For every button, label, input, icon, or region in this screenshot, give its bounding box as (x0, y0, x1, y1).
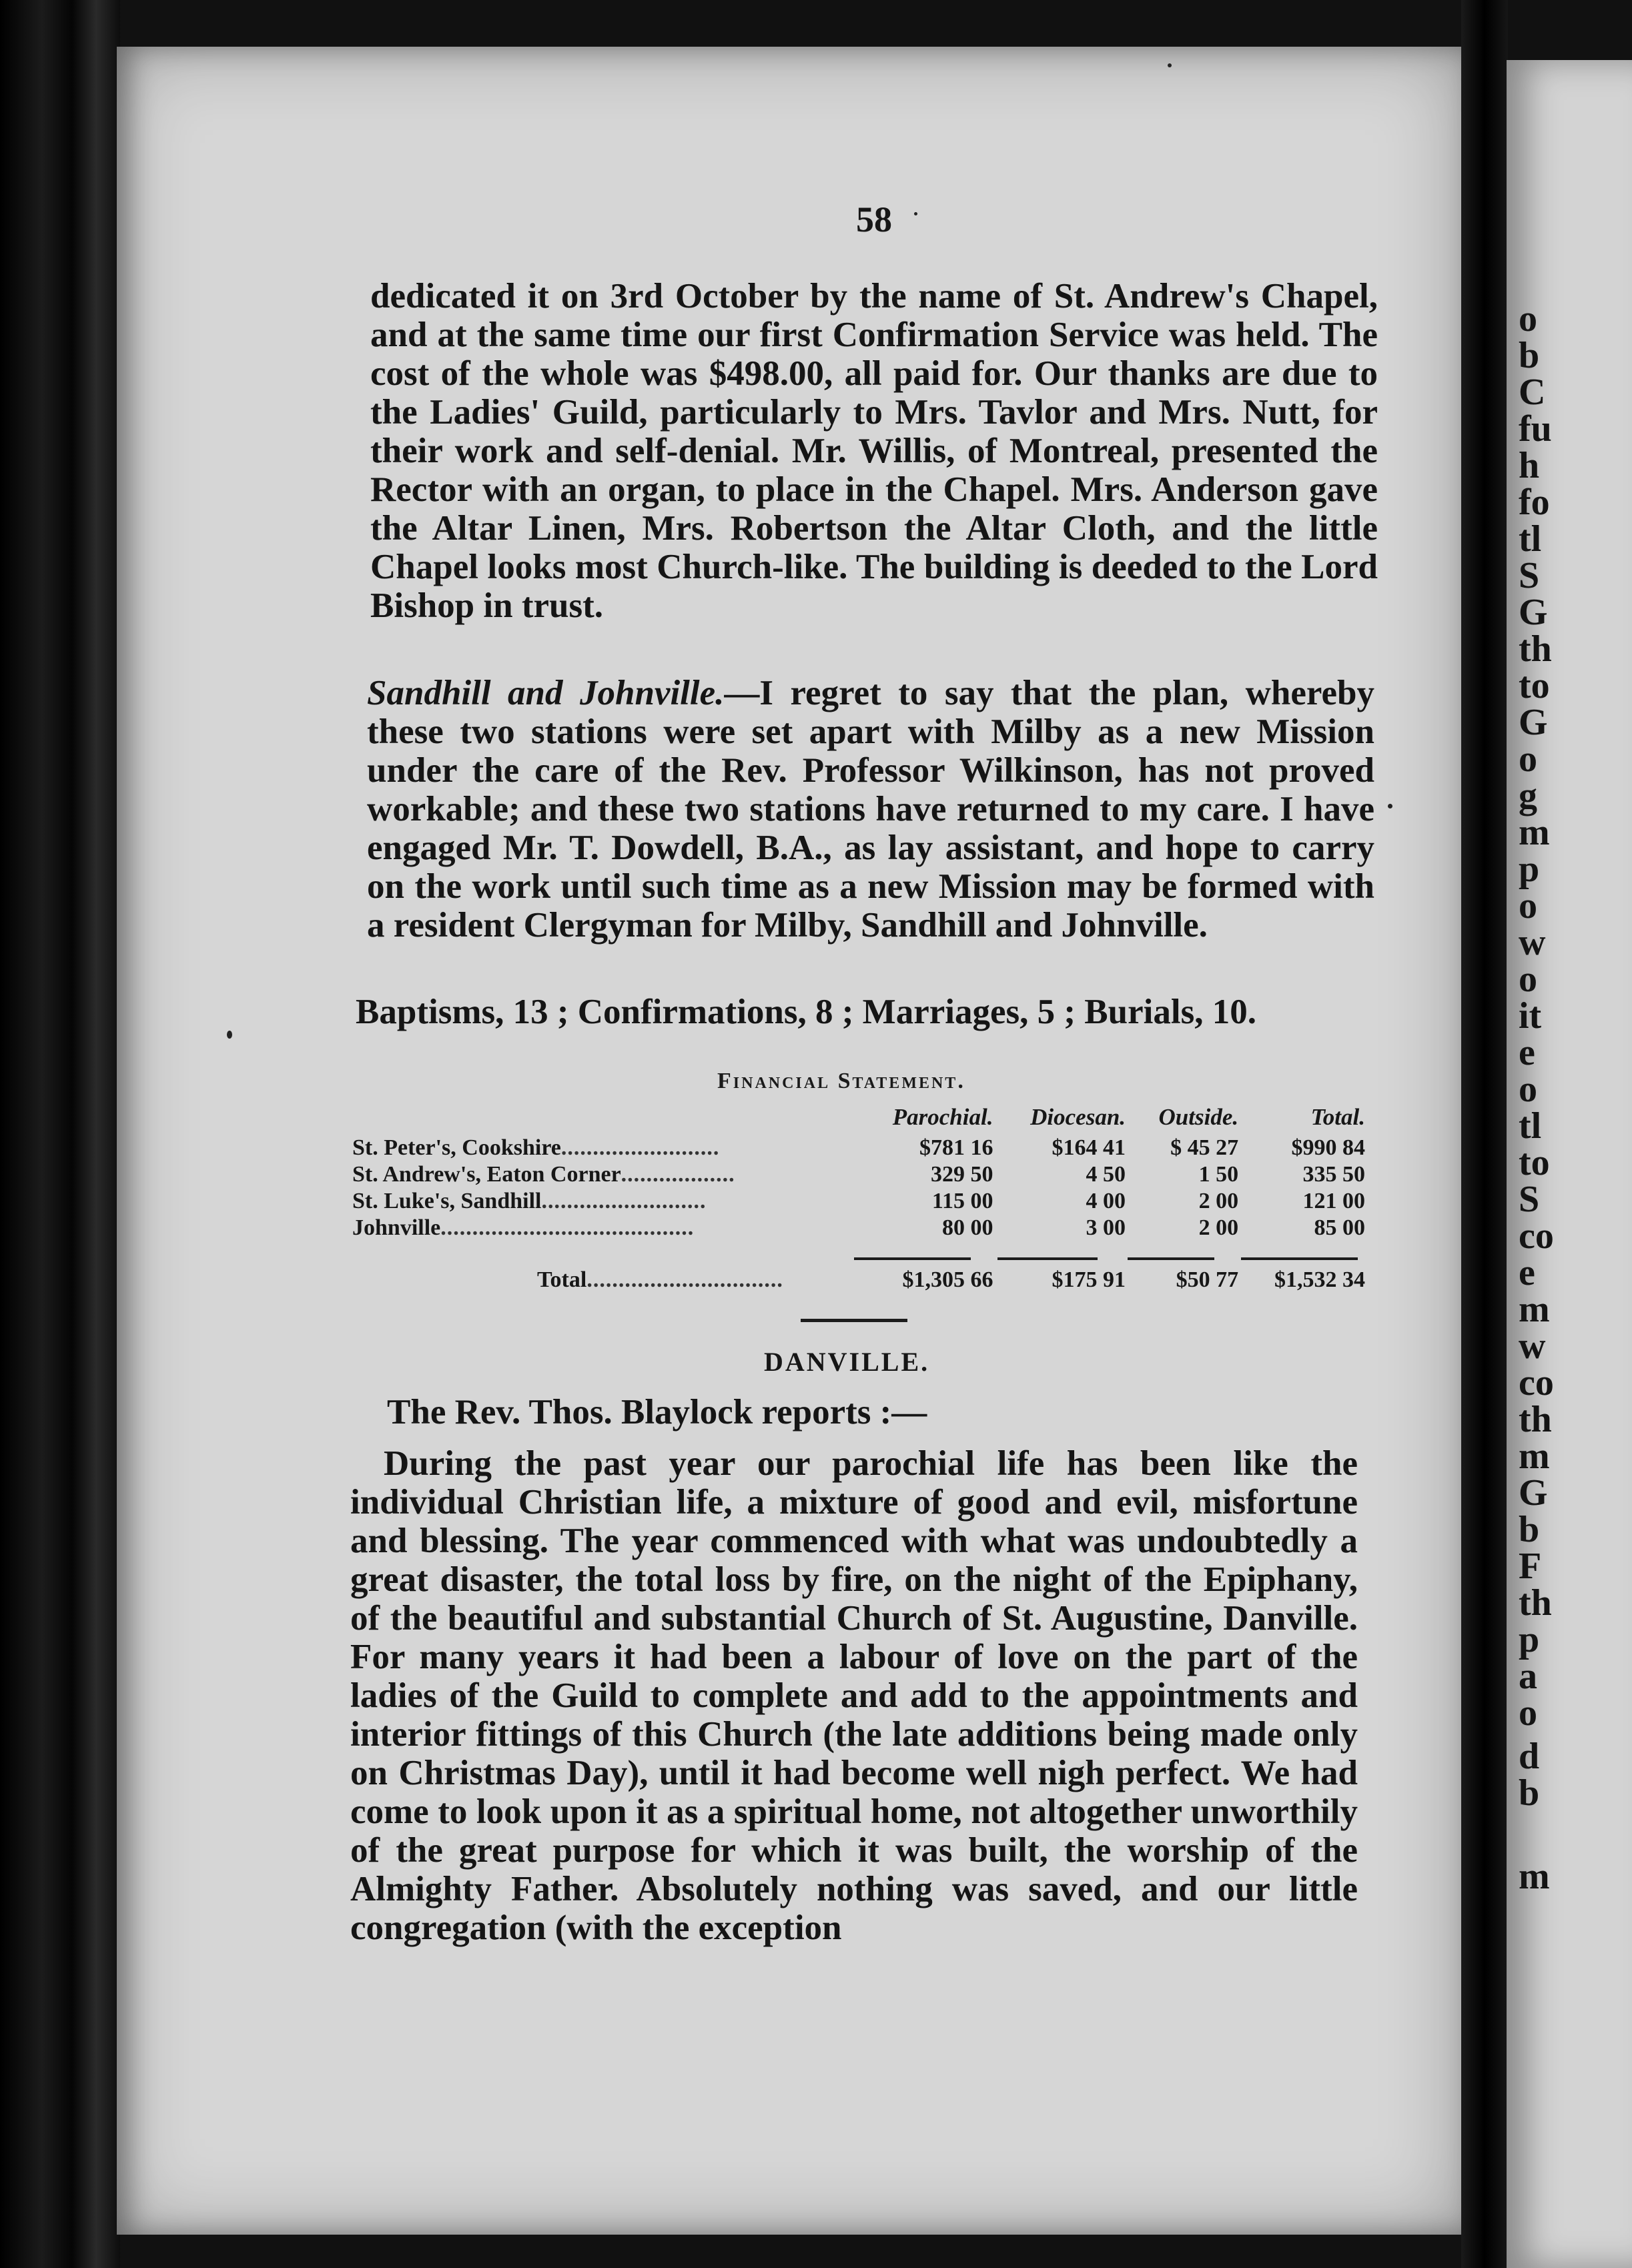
table-cell-outside: $ 45 27 (1170, 1135, 1239, 1160)
table-row (347, 1161, 1374, 1188)
facing-page-fragment: o (1519, 1069, 1537, 1110)
financial-statement-table (347, 1104, 1374, 1293)
paragraph-body: —I regret to say that the plan, whereby these two stations were set apart with Milby as a new Mission under the care of the Rev. Professor Wilkinson, has not proved workable; and these two stations have returned to my care. I have engaged Mr. T. Dowdell, B.A., as lay assistant, and hope to carry on the work until such time as a new Mission may be formed with a resident Clergyman for Milby, Sandhill and Johnville. (367, 674, 1374, 945)
table-header-row (347, 1104, 1374, 1135)
table-cell-total: 335 50 (1302, 1162, 1365, 1187)
table-cell-outside: 1 50 (1198, 1162, 1239, 1187)
facing-page-fragment: b (1519, 1772, 1540, 1814)
table-cell-diocesan: 3 00 (1086, 1215, 1126, 1240)
sum-rule-diocesan (997, 1257, 1098, 1260)
leader-dots: ............................... (586, 1267, 783, 1292)
facing-page-fragment: e (1519, 1032, 1535, 1073)
table-row (347, 1188, 1374, 1215)
table-cell-total: $990 84 (1291, 1135, 1365, 1160)
section-divider-rule (801, 1319, 907, 1322)
facing-page-fragment: w (1519, 922, 1546, 963)
table-cell-outside: 2 00 (1198, 1215, 1239, 1240)
table-cell-total: $1,532 34 (1274, 1267, 1365, 1292)
table-row (347, 1135, 1374, 1161)
row-label: St. Andrew's, Eaton Corner (352, 1162, 621, 1187)
facing-page-fragment: to (1519, 665, 1550, 706)
facing-page-fragment: o (1519, 1692, 1537, 1734)
facing-page-fragment: co (1519, 1362, 1554, 1403)
paragraph-text: dedicated it on 3rd October by the name of St. Andrew's Chapel, and at the same time our first Confirmation Service was held. The cost of the whole was $498.00, all paid for. Our thanks are due to the Ladies' Guild, particularly to Mrs. Tavlor and Mrs. Nutt, for their work and self-denial. Mr. Willis, of Montreal, presented the Rector with an organ, to place in the Chapel. Mrs. Anderson gave the Altar Linen, Mrs. Robertson the Altar Cloth, and the little Chapel looks most Church-like. The building is deeded to the Lord Bishop in trust. (370, 277, 1378, 625)
section-heading-danville: DANVILLE. (764, 1347, 930, 1377)
table-header-blank (347, 1104, 863, 1135)
table-cell-parochial: 329 50 (930, 1162, 993, 1187)
table-cell-parochial: $781 16 (919, 1135, 993, 1160)
facing-page-fragment: to (1519, 1142, 1550, 1183)
facing-page-fragment: b (1519, 1509, 1540, 1550)
facing-page-fragment: w (1519, 1325, 1546, 1367)
facing-page-fragment: S (1519, 555, 1540, 596)
facing-page-fragment: o (1519, 738, 1537, 780)
table-total-row (347, 1241, 1374, 1293)
facing-page-fragment: tl (1519, 518, 1542, 560)
row-label: St. Peter's, Cookshire (352, 1135, 561, 1160)
table-header-diocesan: Diocesan. (1030, 1104, 1126, 1130)
leader-dots: ........................................ (440, 1215, 695, 1240)
facing-page-fragment: m (1519, 812, 1550, 853)
facing-page-fragment: e (1519, 1252, 1535, 1293)
paragraph-danville-report (350, 1444, 1358, 1947)
row-label: Total (537, 1267, 587, 1292)
table-header-parochial: Parochial. (892, 1104, 993, 1130)
facing-page-fragment: F (1519, 1546, 1542, 1587)
table-cell-name (347, 1241, 863, 1293)
table-header-outside: Outside. (1158, 1104, 1239, 1130)
facing-page-fragment: o (1519, 885, 1537, 927)
table-cell-name (347, 1215, 863, 1241)
sum-rule-parochial (854, 1257, 971, 1260)
facing-page-fragment: g (1519, 775, 1537, 816)
facing-page-fragment: m (1519, 1289, 1550, 1330)
facing-page-fragment: tl (1519, 1105, 1542, 1147)
table-cell-diocesan: 4 00 (1086, 1189, 1126, 1213)
facing-page-fragment: b (1519, 335, 1540, 376)
paragraph-text: During the past year our parochial life has been like the individual Christian life, a mixture of good and evil, misfortune and blessing. The year commenced with what was undoubtedly a great disaster, the total loss by fire, on the night of the Epiphany, of the beautiful and substantial Church of St. Augustine, Danville. For many years it had been a labour of love on the part of the ladies of the Guild to complete and add to the appointments and interior fittings of this Church (the late additions being made only on Christmas Day), until it had become well nigh perfect. We had come to look upon it as a spiritual home, not altogether unworthily of the great purpose for which it was built, the worship of the Almighty Father. Absolutely nothing was saved, and our little congregation (with the exception (350, 1444, 1358, 1947)
paragraph-text (367, 674, 1374, 945)
facing-page-fragment: fu (1519, 408, 1552, 450)
facing-page-fragment: a (1519, 1656, 1537, 1697)
facing-page-fragment: p (1519, 1619, 1540, 1660)
table-cell-parochial: $1,305 66 (902, 1267, 993, 1292)
table-cell-total: 121 00 (1302, 1189, 1365, 1213)
table-cell-name (347, 1135, 863, 1161)
table-cell-parochial: 115 00 (931, 1189, 993, 1213)
table-cell-total: 85 00 (1314, 1215, 1365, 1240)
facing-page-fragment: fo (1519, 482, 1550, 523)
facing-page-fragment: th (1519, 628, 1552, 670)
table-cell-parochial: 80 00 (941, 1215, 993, 1240)
facing-page-fragment: co (1519, 1215, 1554, 1257)
table-cell-diocesan: $175 91 (1052, 1267, 1126, 1292)
financial-statement-heading: Financial Statement. (717, 1069, 965, 1093)
facing-page-fragment: o (1519, 959, 1537, 1000)
table-header-total: Total. (1310, 1104, 1365, 1130)
paragraph-lead-heading: Sandhill and Johnville. (367, 674, 725, 712)
facing-page (1507, 60, 1632, 2268)
facing-page-fragment: G (1519, 592, 1548, 633)
facing-page-fragment: m (1519, 1436, 1550, 1477)
facing-page-fragment: d (1519, 1736, 1540, 1777)
paragraph-report-intro (387, 1393, 1348, 1432)
paragraph-text: The Rev. Thos. Blaylock reports :— (387, 1393, 927, 1432)
facing-page-fragment: o (1519, 298, 1537, 340)
row-label: St. Luke's, Sandhill (352, 1189, 542, 1213)
facing-page-fragment: S (1519, 1179, 1540, 1220)
paragraph-sandhill-johnville (367, 674, 1374, 945)
table-cell-name (347, 1188, 863, 1215)
facing-page-fragment: th (1519, 1582, 1552, 1624)
paragraph-text: Baptisms, 13 ; Confirmations, 8 ; Marriages, 5 ; Burials, 10. (356, 993, 1256, 1031)
facing-page-fragment: p (1519, 848, 1540, 890)
book-spine-shadow (0, 0, 120, 2268)
facing-page-fragment: G (1519, 1472, 1548, 1514)
sum-rule-total (1241, 1257, 1358, 1260)
leader-dots: .................. (621, 1162, 735, 1187)
page-gutter (1461, 0, 1508, 2268)
leader-dots: ......................... (560, 1135, 720, 1160)
table-cell-outside: 2 00 (1198, 1189, 1239, 1213)
leader-dots: .......................... (541, 1189, 707, 1213)
scan-speck (914, 212, 917, 215)
paragraph-st-andrews-chapel (370, 277, 1378, 625)
facing-page-fragment: th (1519, 1399, 1552, 1440)
sum-rule-outside (1128, 1257, 1214, 1260)
facing-page-fragment: m (1519, 1856, 1550, 1897)
facing-page-fragment: G (1519, 702, 1548, 743)
facing-page-fragment: it (1519, 995, 1542, 1037)
scan-speck (1168, 63, 1172, 67)
page-number: 58 (856, 199, 892, 239)
facing-page-fragment: h (1519, 445, 1540, 486)
table-cell-diocesan: 4 50 (1086, 1162, 1126, 1187)
scan-speck (1388, 804, 1392, 808)
facing-page-fragment: C (1519, 372, 1546, 413)
table-row (347, 1215, 1374, 1241)
row-label: Johnville (352, 1215, 441, 1240)
table-cell-outside: $50 77 (1176, 1267, 1239, 1292)
paragraph-statistics (356, 993, 1370, 1031)
table-cell-name (347, 1161, 863, 1188)
scan-speck (227, 1031, 232, 1039)
table-cell-diocesan: $164 41 (1052, 1135, 1126, 1160)
